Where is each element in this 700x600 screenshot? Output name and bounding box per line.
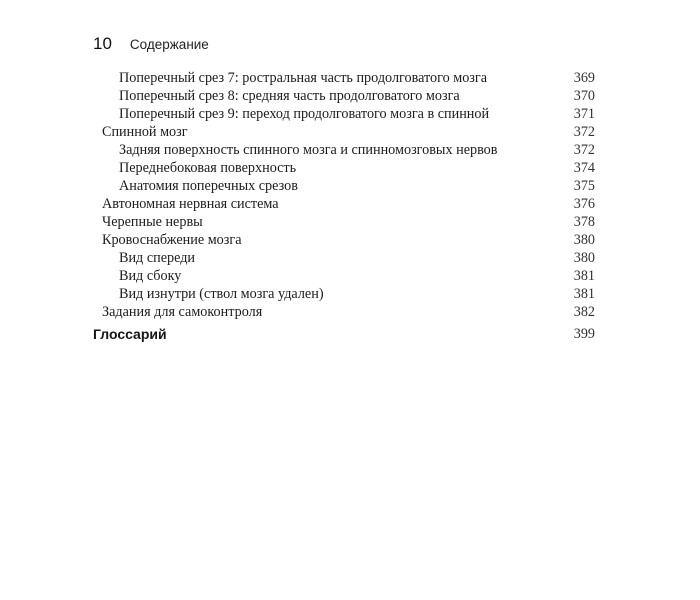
toc-page-autonomic-nervous-system: 376 <box>573 196 595 212</box>
toc-entry-cross-section-anatomy: Анатомия поперечных срезов <box>119 178 298 194</box>
toc-page-medial-view: 381 <box>573 286 595 302</box>
toc-page-cross-section-8: 370 <box>573 88 595 104</box>
toc-page-cross-section-9: 371 <box>573 106 595 122</box>
toc-entry-glossary: Глоссарий <box>93 326 167 342</box>
toc-page-cross-section-7: 369 <box>573 70 595 86</box>
toc-entry-self-test: Задания для самоконтроля <box>102 304 263 320</box>
toc-entry-anterior-view: Вид спереди <box>119 250 196 266</box>
toc-page-lateral-view: 381 <box>573 268 595 284</box>
toc-page-self-test: 382 <box>573 304 595 320</box>
toc-entry-cross-section-9: Поперечный срез 9: переход продолговатого мозга в спинной <box>119 106 490 122</box>
toc-page-spinal-cord: 372 <box>573 124 595 140</box>
running-title: Содержание <box>129 37 209 52</box>
toc-page-glossary: 399 <box>573 326 595 342</box>
toc-page-anterolateral-surface: 374 <box>573 160 595 176</box>
toc-page-anterior-view: 380 <box>573 250 595 266</box>
toc-entry-cross-section-7: Поперечный срез 7: ростральная часть продолговатого мозга <box>119 70 488 86</box>
toc-entry-cranial-nerves: Черепные нервы <box>102 214 203 230</box>
toc-page-posterior-surface: 372 <box>573 142 595 158</box>
toc-entry-medial-view: Вид изнутри (ствол мозга удален) <box>119 286 324 302</box>
toc-entry-cross-section-8: Поперечный срез 8: средняя часть продолговатого мозга <box>119 88 460 104</box>
page-number: 10 <box>93 34 112 53</box>
toc-entry-blood-supply: Кровоснабжение мозга <box>102 232 242 248</box>
toc-entry-spinal-cord: Спинной мозг <box>102 124 188 140</box>
toc-entry-lateral-view: Вид сбоку <box>119 268 182 284</box>
toc-page-blood-supply: 380 <box>573 232 595 248</box>
toc-page-cross-section-anatomy: 375 <box>573 178 595 194</box>
toc-entry-posterior-surface: Задняя поверхность спинного мозга и спинномозговых нервов <box>119 142 498 158</box>
toc-entry-autonomic-nervous-system: Автономная нервная система <box>102 196 279 212</box>
toc-entry-anterolateral-surface: Переднебоковая поверхность <box>119 160 297 176</box>
toc-page-cranial-nerves: 378 <box>573 214 595 230</box>
